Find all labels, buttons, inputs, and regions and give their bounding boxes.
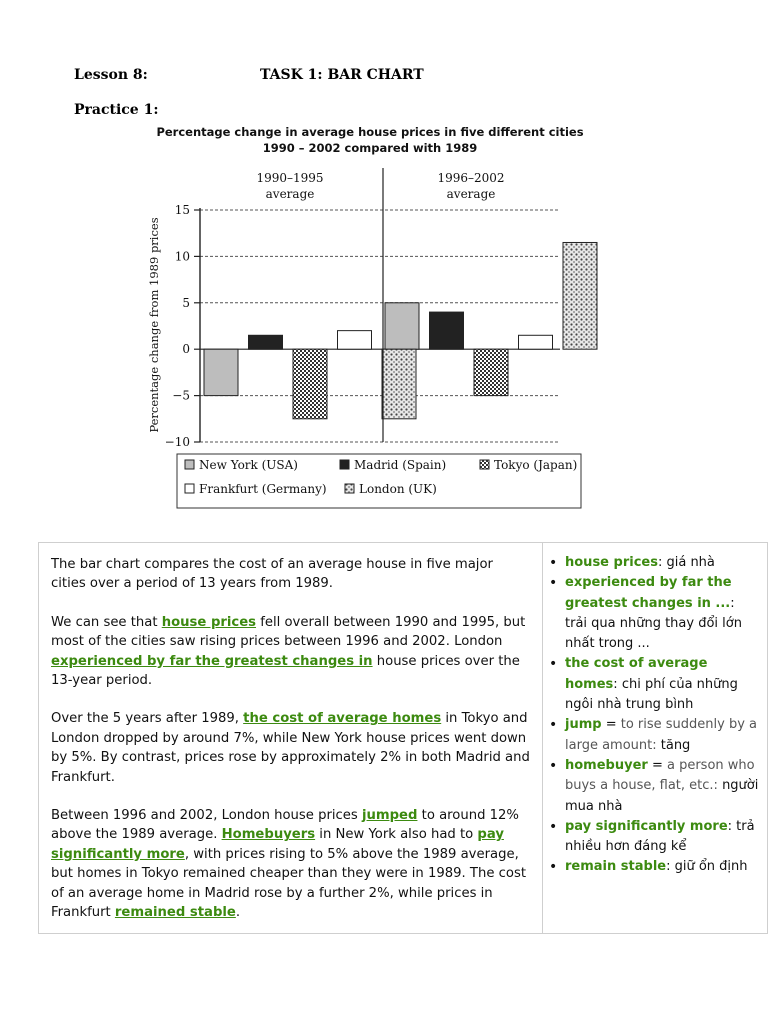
vocab-term: homebuyer: [565, 757, 648, 773]
text-span: , with prices rising to 5% above the 1989 average, but homes in Tokyo remained cheaper than they were in 1989. The cost of an average home in Madrid rose by a further 2%, while prices in Frankfurt: [51, 846, 527, 921]
vocab-items: [543, 553, 759, 878]
vocab-item: [565, 857, 759, 877]
y-axis-label: Percentage change from 1989 prices: [147, 217, 161, 433]
text-span: Between 1996 and 2002, London house prices: [51, 808, 362, 824]
vocab-term: experienced by far the greatest changes in ...: [565, 575, 732, 611]
text-span: fell overall between 1990 and 1995, but most of the cities saw rising prices between 1996 and 2002. London: [51, 614, 526, 650]
highlight-house-prices: house prices: [161, 614, 257, 630]
text-table: [38, 542, 768, 934]
bar-madrid-spain-2: [430, 312, 464, 349]
legend-label: New York (USA): [199, 458, 298, 472]
legend-label: Frankfurt (Germany): [199, 482, 327, 496]
vocab-vietnamese-meaning: chi phí của những ngôi nhà trung bình: [565, 676, 738, 713]
bar-new-york-usa-2: [385, 303, 419, 349]
highlight-cost-average-homes: the cost of average homes: [243, 711, 442, 727]
y-tick-label: 5: [182, 295, 190, 310]
bar-madrid-spain-1: [249, 335, 283, 349]
vocabulary-list: [543, 543, 767, 933]
vocab-vietnamese-meaning: trải qua những thay đổi lớn nhất trong ...: [565, 615, 742, 652]
chart-subtitle: 1990 – 2002 compared with 1989: [262, 141, 478, 155]
vocab-separator: :: [666, 859, 675, 875]
bar-tokyo-japan-2: [474, 349, 508, 395]
legend-label: London (UK): [359, 482, 437, 496]
paragraph-3: [51, 709, 530, 787]
bar-london-uk-1: [382, 349, 416, 419]
vocab-separator: :: [727, 818, 737, 834]
bars: [204, 242, 597, 418]
y-tick-label: −10: [164, 435, 190, 449]
group-label-2-line-1: 1996–2002: [437, 171, 505, 185]
text-span: in Tokyo and London dropped by around 7%, while New York house prices went down by 5%. By contrast, prices rose by approximately 2% in both Madrid and Frankfurt.: [51, 711, 530, 785]
highlight-greatest-changes: experienced by far the greatest changes in: [51, 653, 373, 669]
vocab-english-definition: a person who buys a house, flat, etc.:: [565, 757, 755, 794]
vocab-item: [565, 553, 759, 573]
vocab-vietnamese-meaning: giá nhà: [666, 555, 715, 570]
y-tick-label: 10: [174, 249, 190, 264]
vocab-item: [565, 715, 759, 756]
text-span: to around 12% above the 1989 average.: [51, 808, 519, 843]
vocab-separator: =: [601, 717, 621, 733]
vocab-term: the cost of average homes: [565, 656, 708, 692]
text-span: house prices over the 13-year period.: [51, 653, 520, 689]
bar-new-york-usa-1: [204, 349, 238, 395]
vocab-vietnamese-meaning: giữ ổn định: [674, 859, 748, 875]
vocab-separator: :: [657, 555, 667, 570]
bar-chart: [140, 118, 600, 518]
vocab-item: [565, 654, 759, 715]
highlight-remained-stable: remained stable: [114, 905, 236, 921]
paragraph-1: The bar chart compares the cost of an average house in five major cities over a period of 13 years from 1989.: [51, 557, 493, 592]
practice-label: Practice 1:: [74, 102, 159, 118]
y-tick-label: 15: [174, 203, 190, 217]
group-label-2-line-2: average: [446, 187, 496, 201]
paragraph-2: [51, 613, 530, 691]
y-tick-label: 0: [182, 342, 190, 357]
vocab-vietnamese-meaning: người mua nhà: [565, 778, 759, 814]
task-title: TASK 1: BAR CHART: [260, 67, 424, 83]
vocab-vietnamese-meaning: trả nhiều hơn đáng kể: [565, 818, 755, 855]
highlight-jumped: jumped: [361, 808, 418, 824]
legend-label: Tokyo (Japan): [494, 458, 578, 472]
text-span: Over the 5 years after 1989,: [51, 711, 244, 727]
legend-swatch: [340, 460, 349, 469]
model-answer: [39, 543, 543, 933]
vocab-term: remain stable: [565, 859, 667, 875]
vocab-term: jump: [565, 717, 602, 733]
vocab-vietnamese-meaning: tăng: [660, 737, 691, 753]
text-span: .: [235, 905, 241, 921]
grid-lines: [200, 210, 560, 442]
text-span: We can see that: [51, 614, 162, 630]
vocab-item: [565, 817, 759, 858]
y-tick-label: −5: [172, 388, 190, 403]
legend-swatch: [345, 484, 354, 493]
vocab-item: [565, 756, 759, 817]
bar-frankfurt-germany-2: [519, 335, 553, 349]
group-label-1-line-2: average: [265, 187, 315, 201]
group-label-1-line-1: 1990–1995: [256, 171, 324, 185]
vocab-separator: =: [647, 757, 667, 773]
highlight-pay-more: pay significantly more: [51, 827, 504, 862]
vocab-term: pay significantly more: [565, 818, 728, 834]
vocab-term: house prices: [565, 555, 658, 570]
legend-swatch: [185, 484, 194, 493]
y-ticks: [165, 203, 200, 449]
highlight-homebuyers: Homebuyers: [221, 827, 316, 843]
vocab-separator: :: [613, 676, 622, 692]
lesson-label: Lesson 8:: [74, 67, 148, 83]
bar-frankfurt-germany-1: [338, 331, 372, 350]
legend-label: Madrid (Spain): [354, 458, 447, 472]
text-span: in New York also had to: [315, 827, 478, 843]
paragraph-4: [51, 806, 530, 922]
vocab-english-definition: to rise suddenly by a large amount:: [565, 717, 758, 753]
bar-london-uk-2: [563, 242, 597, 349]
vocab-separator: :: [730, 595, 735, 611]
legend-swatch: [185, 460, 194, 469]
vocab-item: [565, 573, 759, 654]
legend-swatch: [480, 460, 489, 469]
bar-tokyo-japan-1: [293, 349, 327, 419]
chart-title: Percentage change in average house prices in five different cities: [156, 125, 584, 139]
